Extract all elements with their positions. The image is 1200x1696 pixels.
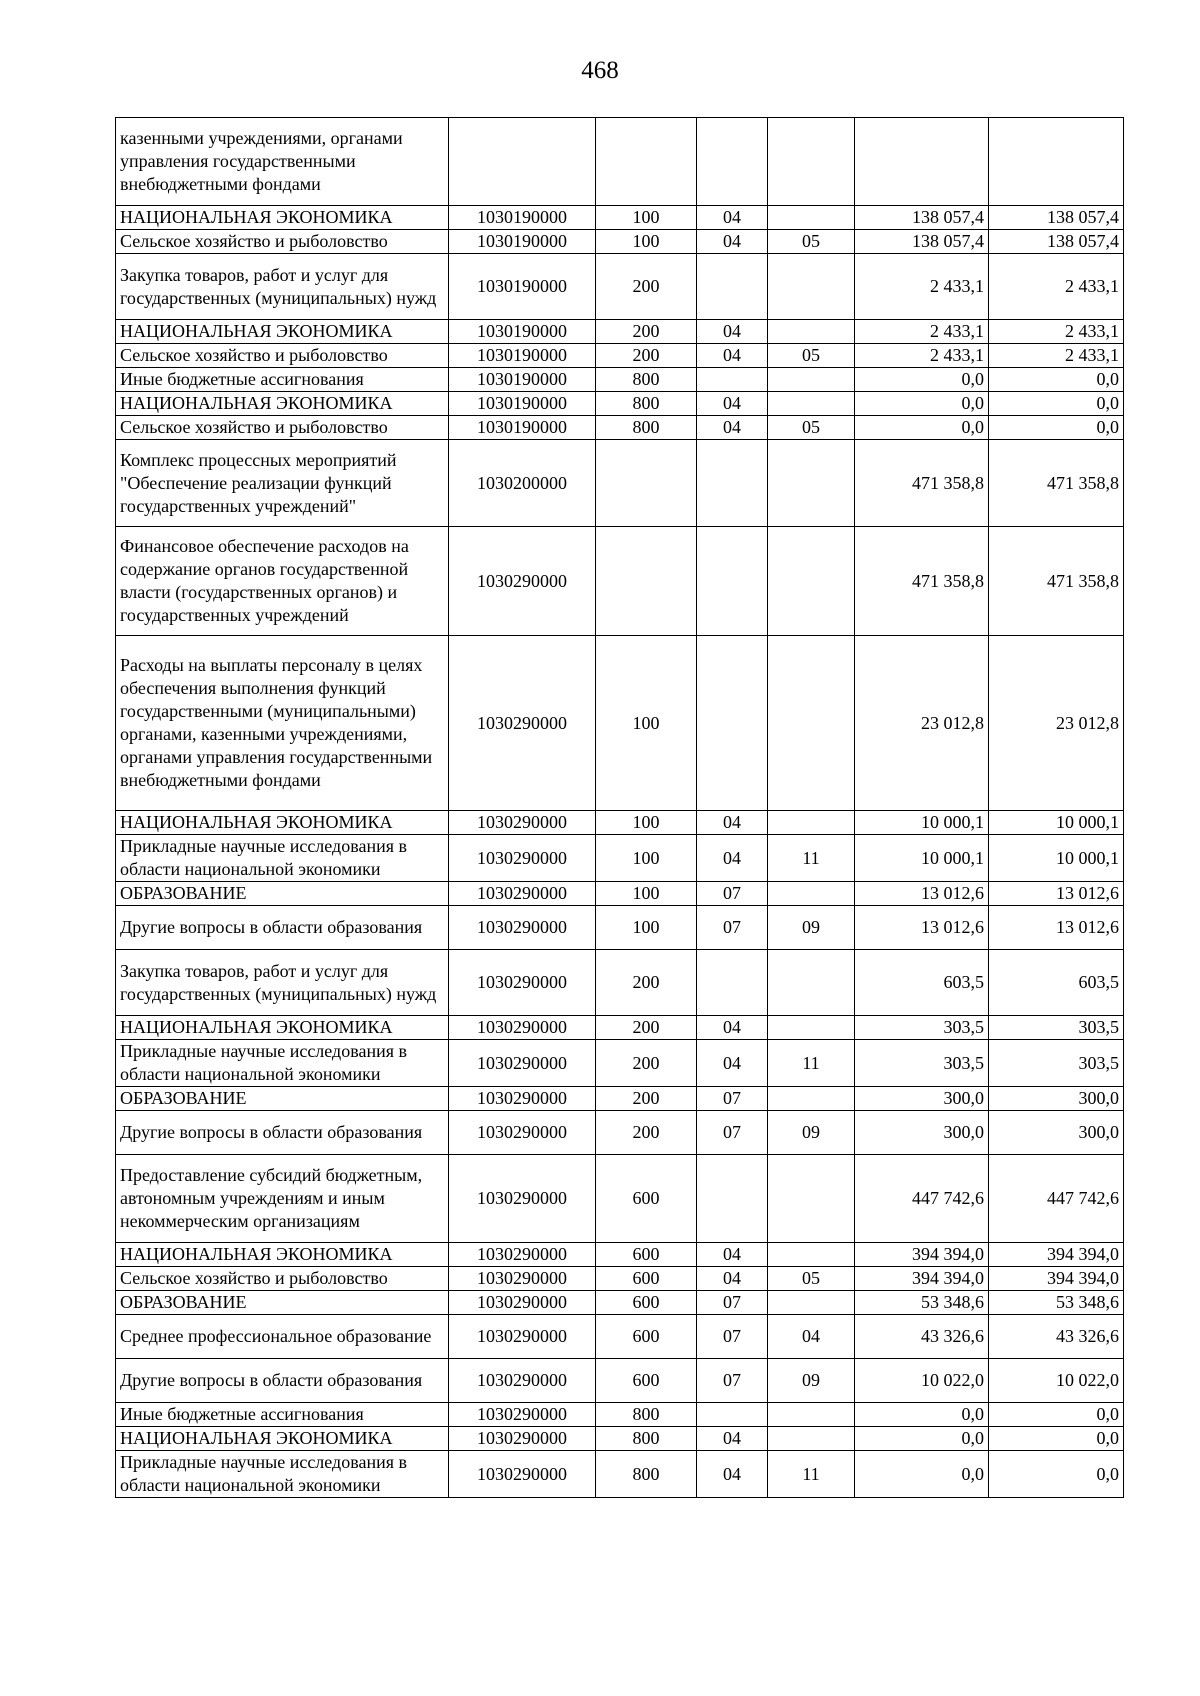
row-subsection: 05 [768,230,855,254]
row-target-code: 1030290000 [449,1315,596,1359]
row-sum-2: 2 433,1 [989,320,1124,344]
row-expense-type: 600 [596,1243,697,1267]
row-name: Сельское хозяйство и рыболовство [116,1267,449,1291]
row-name: НАЦИОНАЛЬНАЯ ЭКОНОМИКА [116,206,449,230]
budget-table [115,117,1124,1498]
row-section [697,636,768,811]
table-row [116,882,1124,906]
row-subsection [768,206,855,230]
row-subsection [768,527,855,636]
row-section: 04 [697,1016,768,1040]
row-sum-2: 138 057,4 [989,206,1124,230]
row-sum-2: 2 433,1 [989,344,1124,368]
row-expense-type: 200 [596,320,697,344]
row-expense-type: 800 [596,368,697,392]
row-sum-1: 10 000,1 [855,811,989,835]
row-sum-1 [855,118,989,206]
row-sum-1: 13 012,6 [855,906,989,950]
row-section: 07 [697,1087,768,1111]
row-section: 07 [697,906,768,950]
row-sum-2: 23 012,8 [989,636,1124,811]
row-section: 04 [697,811,768,835]
table-row [116,368,1124,392]
table-row [116,527,1124,636]
table-row [116,835,1124,882]
row-target-code: 1030290000 [449,1155,596,1243]
row-sum-2: 0,0 [989,392,1124,416]
row-sum-2: 53 348,6 [989,1291,1124,1315]
row-expense-type: 600 [596,1291,697,1315]
row-sum-2: 394 394,0 [989,1243,1124,1267]
row-expense-type: 200 [596,1087,697,1111]
row-section: 07 [697,1111,768,1155]
row-sum-1: 10 000,1 [855,835,989,882]
row-target-code: 1030190000 [449,206,596,230]
row-name: ОБРАЗОВАНИЕ [116,1291,449,1315]
row-subsection: 11 [768,835,855,882]
row-sum-2: 303,5 [989,1016,1124,1040]
row-sum-1: 0,0 [855,1427,989,1451]
row-sum-1: 394 394,0 [855,1243,989,1267]
page-number: 468 [581,57,619,84]
row-name: НАЦИОНАЛЬНАЯ ЭКОНОМИКА [116,1016,449,1040]
row-target-code: 1030190000 [449,368,596,392]
row-subsection: 05 [768,1267,855,1291]
table-row [116,206,1124,230]
table-row [116,118,1124,206]
row-sum-2: 394 394,0 [989,1267,1124,1291]
row-subsection: 11 [768,1040,855,1087]
row-sum-1: 0,0 [855,1451,989,1498]
row-target-code: 1030290000 [449,906,596,950]
table-row [116,1403,1124,1427]
row-sum-2: 0,0 [989,1403,1124,1427]
row-target-code: 1030190000 [449,230,596,254]
row-target-code: 1030190000 [449,416,596,440]
row-sum-2: 471 358,8 [989,527,1124,636]
row-subsection [768,1243,855,1267]
row-expense-type: 100 [596,835,697,882]
row-sum-2: 447 742,6 [989,1155,1124,1243]
table-row [116,950,1124,1016]
row-sum-2: 0,0 [989,1427,1124,1451]
row-target-code: 1030290000 [449,1111,596,1155]
row-name: Другие вопросы в области образования [116,1359,449,1403]
row-target-code: 1030190000 [449,254,596,320]
table-row [116,416,1124,440]
row-target-code: 1030290000 [449,835,596,882]
row-subsection [768,368,855,392]
row-section: 04 [697,835,768,882]
row-subsection: 05 [768,416,855,440]
row-expense-type: 100 [596,906,697,950]
table-row [116,1243,1124,1267]
row-subsection [768,882,855,906]
row-subsection [768,1155,855,1243]
row-sum-1: 43 326,6 [855,1315,989,1359]
table-row [116,906,1124,950]
row-target-code: 1030290000 [449,1427,596,1451]
row-section [697,1155,768,1243]
row-subsection [768,1427,855,1451]
row-name: Сельское хозяйство и рыболовство [116,230,449,254]
row-sum-2: 300,0 [989,1087,1124,1111]
table-row [116,230,1124,254]
row-name: Закупка товаров, работ и услуг для государственных (муниципальных) нужд [116,254,449,320]
table-row [116,344,1124,368]
row-sum-1: 2 433,1 [855,254,989,320]
table-row [116,1427,1124,1451]
row-name: Закупка товаров, работ и услуг для государственных (муниципальных) нужд [116,950,449,1016]
row-subsection [768,1016,855,1040]
table-row [116,320,1124,344]
row-section [697,254,768,320]
row-sum-1: 0,0 [855,416,989,440]
row-sum-2: 13 012,6 [989,882,1124,906]
row-expense-type: 800 [596,1427,697,1451]
row-target-code: 1030290000 [449,1359,596,1403]
row-sum-1: 471 358,8 [855,440,989,527]
table-row [116,811,1124,835]
row-name: ОБРАЗОВАНИЕ [116,1087,449,1111]
row-expense-type: 100 [596,636,697,811]
row-sum-1: 471 358,8 [855,527,989,636]
row-subsection [768,440,855,527]
row-subsection: 11 [768,1451,855,1498]
row-expense-type: 200 [596,1016,697,1040]
row-subsection [768,636,855,811]
row-sum-2: 603,5 [989,950,1124,1016]
row-name: НАЦИОНАЛЬНАЯ ЭКОНОМИКА [116,320,449,344]
row-target-code: 1030200000 [449,440,596,527]
row-sum-1: 300,0 [855,1111,989,1155]
row-name: Сельское хозяйство и рыболовство [116,344,449,368]
row-target-code: 1030290000 [449,1016,596,1040]
row-subsection: 05 [768,344,855,368]
row-expense-type [596,118,697,206]
row-section [697,440,768,527]
row-subsection: 04 [768,1315,855,1359]
row-sum-2: 10 000,1 [989,835,1124,882]
row-sum-1: 303,5 [855,1016,989,1040]
row-subsection [768,320,855,344]
row-expense-type: 800 [596,1403,697,1427]
row-target-code: 1030290000 [449,1451,596,1498]
row-subsection: 09 [768,1111,855,1155]
row-expense-type: 600 [596,1315,697,1359]
row-name: Сельское хозяйство и рыболовство [116,416,449,440]
row-expense-type: 800 [596,416,697,440]
row-target-code: 1030290000 [449,1243,596,1267]
row-name: казенными учреждениями, органами управления государственными внебюджетными фондами [116,118,449,206]
row-subsection [768,1087,855,1111]
row-sum-1: 300,0 [855,1087,989,1111]
row-sum-1: 0,0 [855,1403,989,1427]
row-section [697,118,768,206]
row-name: НАЦИОНАЛЬНАЯ ЭКОНОМИКА [116,392,449,416]
row-name: НАЦИОНАЛЬНАЯ ЭКОНОМИКА [116,1243,449,1267]
row-expense-type [596,527,697,636]
row-sum-1: 13 012,6 [855,882,989,906]
row-subsection [768,950,855,1016]
row-expense-type: 200 [596,950,697,1016]
row-section: 07 [697,882,768,906]
table-row [116,440,1124,527]
row-section: 04 [697,206,768,230]
row-sum-1: 53 348,6 [855,1291,989,1315]
row-expense-type: 100 [596,882,697,906]
row-expense-type: 800 [596,392,697,416]
row-name: Прикладные научные исследования в области национальной экономики [116,835,449,882]
row-sum-2: 0,0 [989,368,1124,392]
row-name: Среднее профессиональное образование [116,1315,449,1359]
row-section [697,527,768,636]
row-sum-2 [989,118,1124,206]
table-row [116,392,1124,416]
row-subsection [768,811,855,835]
row-sum-1: 603,5 [855,950,989,1016]
row-section: 04 [697,1243,768,1267]
row-target-code: 1030190000 [449,392,596,416]
row-section: 04 [697,1040,768,1087]
row-expense-type: 200 [596,344,697,368]
row-sum-1: 10 022,0 [855,1359,989,1403]
table-row [116,1111,1124,1155]
row-sum-2: 2 433,1 [989,254,1124,320]
row-expense-type: 600 [596,1267,697,1291]
row-section: 04 [697,230,768,254]
row-subsection: 09 [768,906,855,950]
row-target-code: 1030290000 [449,1040,596,1087]
table-row [116,254,1124,320]
row-sum-2: 0,0 [989,1451,1124,1498]
row-section [697,950,768,1016]
row-name: Иные бюджетные ассигнования [116,1403,449,1427]
table-row [116,1359,1124,1403]
table-row [116,636,1124,811]
table-row [116,1016,1124,1040]
row-sum-2: 471 358,8 [989,440,1124,527]
row-section: 07 [697,1359,768,1403]
budget-table-body [116,118,1124,1498]
table-row [116,1291,1124,1315]
row-target-code: 1030290000 [449,1087,596,1111]
row-section: 04 [697,1451,768,1498]
row-section: 07 [697,1291,768,1315]
row-target-code: 1030190000 [449,320,596,344]
row-subsection [768,1291,855,1315]
row-name: Прикладные научные исследования в области национальной экономики [116,1451,449,1498]
row-sum-2: 303,5 [989,1040,1124,1087]
row-target-code: 1030190000 [449,344,596,368]
row-sum-1: 303,5 [855,1040,989,1087]
row-name: ОБРАЗОВАНИЕ [116,882,449,906]
row-name: Другие вопросы в области образования [116,906,449,950]
row-section: 04 [697,344,768,368]
row-subsection [768,254,855,320]
row-name: Финансовое обеспечение расходов на содержание органов государственной власти (государственных органов) и государственных учреждений [116,527,449,636]
row-expense-type: 600 [596,1155,697,1243]
row-sum-1: 2 433,1 [855,344,989,368]
row-expense-type: 200 [596,1111,697,1155]
row-sum-1: 394 394,0 [855,1267,989,1291]
row-target-code: 1030290000 [449,1267,596,1291]
row-subsection [768,118,855,206]
row-name: Расходы на выплаты персоналу в целях обеспечения выполнения функций государственными (муниципальными) органами, казенными учреждениями, органами управления государственными внебюджетными фондами [116,636,449,811]
row-target-code: 1030290000 [449,1291,596,1315]
row-sum-2: 43 326,6 [989,1315,1124,1359]
row-target-code [449,118,596,206]
row-name: НАЦИОНАЛЬНАЯ ЭКОНОМИКА [116,811,449,835]
table-row [116,1040,1124,1087]
row-sum-2: 13 012,6 [989,906,1124,950]
row-subsection [768,1403,855,1427]
row-section: 04 [697,416,768,440]
row-section: 04 [697,1267,768,1291]
row-target-code: 1030290000 [449,527,596,636]
row-expense-type: 200 [596,254,697,320]
row-sum-2: 300,0 [989,1111,1124,1155]
row-sum-1: 0,0 [855,368,989,392]
row-section [697,1403,768,1427]
row-sum-2: 10 000,1 [989,811,1124,835]
row-sum-1: 138 057,4 [855,230,989,254]
row-name: Предоставление субсидий бюджетным, автономным учреждениям и иным некоммерческим организациям [116,1155,449,1243]
row-target-code: 1030290000 [449,950,596,1016]
row-section [697,368,768,392]
row-subsection: 09 [768,1359,855,1403]
table-row [116,1451,1124,1498]
table-row [116,1315,1124,1359]
row-name: Другие вопросы в области образования [116,1111,449,1155]
row-sum-1: 2 433,1 [855,320,989,344]
row-subsection [768,392,855,416]
row-name: Прикладные научные исследования в области национальной экономики [116,1040,449,1087]
row-sum-1: 23 012,8 [855,636,989,811]
row-name: Комплекс процессных мероприятий "Обеспечение реализации функций государственных учреждений" [116,440,449,527]
row-target-code: 1030290000 [449,1403,596,1427]
row-sum-2: 138 057,4 [989,230,1124,254]
row-target-code: 1030290000 [449,811,596,835]
row-section: 04 [697,1427,768,1451]
row-name: Иные бюджетные ассигнования [116,368,449,392]
table-row [116,1155,1124,1243]
row-section: 04 [697,320,768,344]
table-row [116,1087,1124,1111]
row-sum-1: 447 742,6 [855,1155,989,1243]
row-section: 07 [697,1315,768,1359]
table-row [116,1267,1124,1291]
row-sum-1: 0,0 [855,392,989,416]
row-section: 04 [697,392,768,416]
row-target-code: 1030290000 [449,882,596,906]
row-expense-type: 100 [596,206,697,230]
row-target-code: 1030290000 [449,636,596,811]
row-sum-1: 138 057,4 [855,206,989,230]
row-expense-type: 200 [596,1040,697,1087]
row-sum-2: 0,0 [989,416,1124,440]
row-name: НАЦИОНАЛЬНАЯ ЭКОНОМИКА [116,1427,449,1451]
row-expense-type: 100 [596,230,697,254]
row-sum-2: 10 022,0 [989,1359,1124,1403]
row-expense-type: 600 [596,1359,697,1403]
row-expense-type: 100 [596,811,697,835]
row-expense-type [596,440,697,527]
row-expense-type: 800 [596,1451,697,1498]
